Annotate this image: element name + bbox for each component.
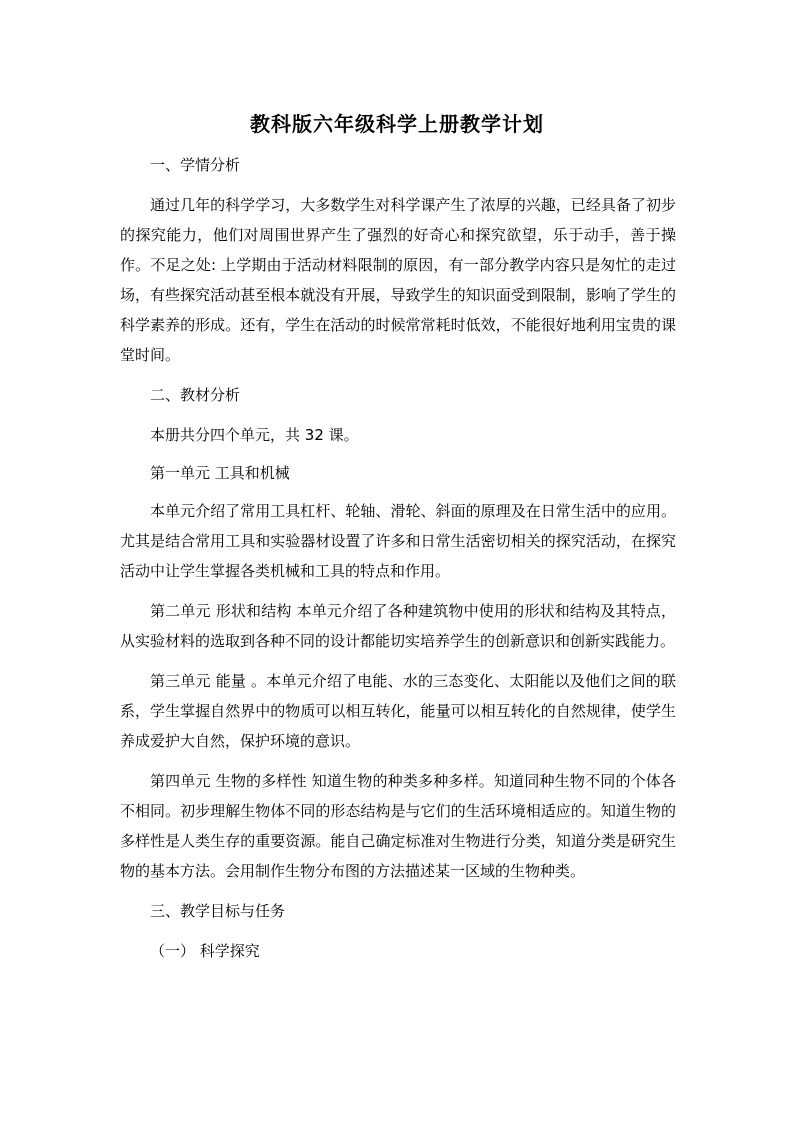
paragraph-learning-analysis: 通过几年的科学学习，大多数学生对科学课产生了浓厚的兴趣，已经具备了初步的探究能力，他们对周围世界产生了强烈的好奇心和探究欲望，乐于动手，善于操作。不足之处: 上学期由于活动材料限制的原因，有一部分教学内容只是匆忙的走过场，有些探究活动甚至根本就没有开展，导致学生的知识面受到限制，影响了学生的科学素养的形成。还有，学生在活动的时候常常耗时低效，不能很好地利用宝贵的课堂时间。: [120, 196, 676, 364]
unit-2-description: 第二单元 形状和结构 本单元介绍了各种建筑物中使用的形状和结构及其特点，从实验材料的选取到各种不同的设计都能切实培养学生的创新意识和创新实践能力。: [120, 602, 676, 650]
unit-1-heading: 第一单元 工具和机械: [150, 464, 290, 482]
subsection-heading-science-inquiry: （一） 科学探究: [150, 942, 260, 960]
unit-1-description: 本单元介绍了常用工具杠杆、轮轴、滑轮、斜面的原理及在日常生活中的应用。尤其是结合常用工具和实验器材设置了许多和日常生活密切相关的探究活动，在探究活动中让学生掌握各类机械和工具的特点和作用。: [120, 502, 676, 580]
paragraph-unit-count: 本册共分四个单元，共 32 课。: [150, 426, 359, 444]
section-heading-learning-analysis: 一、学情分析: [150, 156, 241, 174]
unit-4-description: 第四单元 生物的多样性 知道生物的种类多种多样。知道同种生物不同的个体各不相同。初步理解生物体不同的形态结构是与它们的生活环境相适应的。知道生物的多样性是人类生存的重要资源。能自己确定标准对生物进行分类，知道分类是研究生物的基本方法。会用制作生物分布图的方法描述某一区域的生物种类。: [120, 772, 676, 880]
document-body: [120, 150, 676, 976]
section-heading-teaching-goals: 三、教学目标与任务: [150, 902, 286, 920]
document-title: 教科版六年级科学上册教学计划: [250, 112, 544, 136]
unit-3-description: 第三单元 能量 。本单元介绍了电能、水的三态变化、太阳能以及他们之间的联系，学生掌握自然界中的物质可以相互转化，能量可以相互转化的自然规律，使学生养成爱护大自然，保护环境的意识。: [120, 672, 676, 750]
section-heading-textbook-analysis: 二、教材分析: [150, 386, 241, 404]
